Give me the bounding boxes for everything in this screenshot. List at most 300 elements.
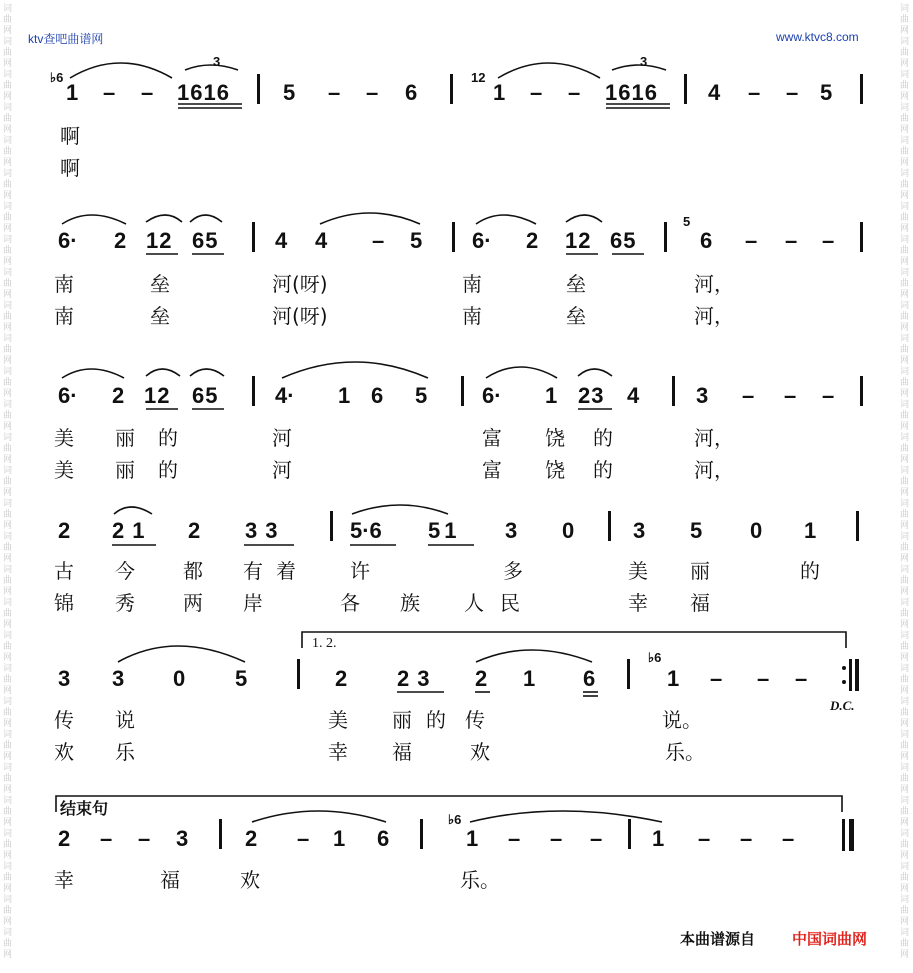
watermark-glyph: 网	[3, 323, 13, 333]
barline	[450, 74, 453, 104]
note: 12	[144, 383, 171, 408]
watermark-glyph: 曲	[3, 576, 13, 586]
final-barline-thick	[849, 819, 854, 851]
slur	[114, 507, 152, 514]
slur	[282, 362, 428, 378]
watermark-glyph: 网	[3, 686, 13, 696]
watermark-glyph: 网	[3, 125, 13, 135]
note: 6	[371, 383, 384, 408]
lyric: 的	[426, 708, 446, 732]
lyric: 欢	[240, 868, 260, 892]
lyric: 美	[628, 559, 648, 583]
watermark-glyph: 网	[900, 455, 910, 465]
barline	[627, 659, 630, 689]
watermark-glyph: 词	[900, 862, 910, 872]
watermark-glyph: 网	[900, 686, 910, 696]
watermark-glyph: 词	[3, 136, 13, 146]
watermark-glyph: 词	[900, 70, 910, 80]
watermark-glyph: 曲	[900, 180, 910, 190]
note: –	[530, 80, 543, 105]
watermark-glyph: 曲	[900, 873, 910, 883]
lyric: 垒	[566, 272, 586, 296]
watermark-glyph: 词	[3, 367, 13, 377]
barline	[628, 819, 631, 849]
lyric: 美	[54, 426, 74, 450]
watermark-glyph: 网	[3, 59, 13, 69]
watermark-glyph: 网	[3, 752, 13, 762]
lyric: 乐	[115, 740, 135, 764]
note: –	[786, 80, 799, 105]
watermark-glyph: 曲	[3, 114, 13, 124]
lyric: 福	[160, 868, 180, 892]
watermark-glyph: 曲	[3, 840, 13, 850]
note: 2	[188, 518, 201, 543]
watermark-glyph: 网	[900, 257, 910, 267]
watermark-glyph: 网	[900, 752, 910, 762]
barline	[672, 376, 675, 406]
note: 0	[750, 518, 763, 543]
watermark-glyph: 曲	[900, 477, 910, 487]
volta-label: 1. 2.	[312, 636, 337, 651]
lyric: 南	[54, 304, 74, 328]
note: 2	[475, 666, 488, 691]
note: 3	[696, 383, 709, 408]
watermark-glyph: 网	[900, 323, 910, 333]
watermark-glyph: 网	[900, 356, 910, 366]
slur	[190, 215, 222, 222]
lyric: 垒	[566, 304, 586, 328]
watermark-glyph: 词	[900, 565, 910, 575]
watermark-glyph: 词	[900, 598, 910, 608]
watermark-glyph: 网	[3, 356, 13, 366]
watermark-glyph: 曲	[3, 477, 13, 487]
note: –	[745, 228, 758, 253]
lyric-line	[0, 158, 913, 180]
watermark-glyph: 网	[3, 554, 13, 564]
lyric: 福	[690, 591, 710, 615]
watermark-glyph: 词	[3, 796, 13, 806]
watermark-glyph: 词	[900, 4, 910, 14]
lyric: 丽	[392, 708, 412, 732]
watermark-glyph: 网	[900, 92, 910, 102]
watermark-glyph: 曲	[900, 15, 910, 25]
barline	[856, 511, 859, 541]
watermark-glyph: 网	[900, 290, 910, 300]
watermark-glyph: 网	[900, 851, 910, 861]
watermark-glyph: 曲	[900, 345, 910, 355]
lyric: 的	[158, 426, 178, 450]
triplet-bracket	[612, 65, 666, 70]
key-signature: 5	[683, 214, 691, 229]
watermark-glyph: 网	[900, 26, 910, 36]
lyric: 族	[400, 591, 420, 615]
lyric: 幸	[328, 740, 348, 764]
watermark-glyph: 曲	[3, 642, 13, 652]
watermark-glyph: 词	[900, 400, 910, 410]
barline	[684, 74, 687, 104]
lyric: 乐。	[460, 868, 500, 892]
watermark-glyph: 网	[3, 950, 13, 960]
note: 3	[633, 518, 646, 543]
note: 4·	[275, 383, 295, 408]
lyric: 饶	[545, 426, 565, 450]
note: –	[550, 826, 563, 851]
slur	[118, 646, 245, 662]
watermark-glyph: 词	[900, 103, 910, 113]
note: –	[740, 826, 753, 851]
watermark-glyph: 网	[3, 26, 13, 36]
watermark-glyph: 词	[900, 367, 910, 377]
lyric: 岸	[243, 591, 263, 615]
lyric: 欢	[54, 740, 74, 764]
note: 0	[562, 518, 575, 543]
lyric: 多	[503, 559, 523, 583]
watermark-glyph: 曲	[900, 444, 910, 454]
lyric-line	[0, 306, 913, 328]
note: 2	[526, 228, 539, 253]
note: 6	[583, 666, 596, 691]
watermark-glyph: 词	[3, 268, 13, 278]
lyric: 啊	[60, 124, 80, 148]
lyric: 着	[276, 559, 296, 583]
slur	[62, 369, 124, 378]
watermark-glyph: 网	[3, 521, 13, 531]
note: –	[822, 383, 835, 408]
slur	[470, 811, 662, 822]
note: –	[141, 80, 154, 105]
note: 5	[410, 228, 423, 253]
note: –	[698, 826, 711, 851]
note: –	[742, 383, 755, 408]
watermark-glyph: 词	[3, 532, 13, 542]
barline	[664, 222, 667, 252]
score-row-5	[0, 668, 913, 692]
watermark-glyph: 词	[900, 664, 910, 674]
repeat-dot	[842, 666, 846, 670]
lyric: 今	[115, 559, 135, 583]
lyric: 河	[272, 458, 292, 482]
lyric: 南	[54, 272, 74, 296]
slur	[476, 215, 536, 224]
lyric-line	[0, 593, 913, 615]
watermark-glyph: 网	[3, 158, 13, 168]
slur	[476, 650, 592, 662]
watermark-glyph: 曲	[900, 741, 910, 751]
watermark-glyph: 网	[3, 488, 13, 498]
watermark-glyph: 词	[3, 169, 13, 179]
watermark-glyph: 词	[3, 565, 13, 575]
watermark-glyph: 曲	[900, 906, 910, 916]
note: 1	[466, 826, 479, 851]
watermark-glyph: 网	[900, 917, 910, 927]
note: –	[508, 826, 521, 851]
slur	[578, 369, 612, 376]
note: 6·	[472, 228, 492, 253]
note: –	[297, 826, 310, 851]
note: 5	[415, 383, 428, 408]
note: 4	[708, 80, 721, 105]
watermark-glyph: 网	[3, 455, 13, 465]
note: 6·	[482, 383, 502, 408]
site-link-left[interactable]: ktv查吧曲谱网	[28, 32, 104, 46]
watermark-glyph: 词	[900, 466, 910, 476]
lyric-line	[0, 274, 913, 296]
note: –	[103, 80, 116, 105]
watermark-glyph: 网	[900, 488, 910, 498]
watermark-glyph: 曲	[900, 378, 910, 388]
barline	[860, 376, 863, 406]
watermark-glyph: 词	[3, 664, 13, 674]
note: –	[795, 666, 808, 691]
key-signature: 12	[471, 70, 486, 85]
note: 5·6	[350, 518, 382, 543]
note: 1	[493, 80, 506, 105]
lyric: 都	[183, 559, 203, 583]
barline	[461, 376, 464, 406]
watermark-glyph: 词	[3, 70, 13, 80]
barline	[219, 819, 222, 849]
watermark-glyph: 网	[3, 191, 13, 201]
score-row-4	[0, 520, 913, 544]
watermark-glyph: 词	[3, 763, 13, 773]
note: 3	[58, 666, 71, 691]
watermark-glyph: 词	[900, 301, 910, 311]
repeat-dot	[842, 680, 846, 684]
watermark-glyph: 网	[900, 191, 910, 201]
lyric-line	[0, 460, 913, 482]
watermark-glyph: 曲	[900, 147, 910, 157]
triplet-mark: 3	[640, 54, 648, 69]
note: 3	[176, 826, 189, 851]
watermark-glyph: 曲	[3, 147, 13, 157]
score-row-1	[0, 82, 913, 106]
watermark-glyph: 网	[900, 884, 910, 894]
watermark-glyph: 网	[3, 719, 13, 729]
note: 12	[146, 228, 173, 253]
watermark-glyph: 词	[900, 631, 910, 641]
lyric: 富	[482, 458, 502, 482]
watermark-glyph: 曲	[3, 774, 13, 784]
watermark-glyph: 词	[3, 466, 13, 476]
watermark-glyph: 曲	[3, 48, 13, 58]
note: –	[822, 228, 835, 253]
note: 4	[275, 228, 288, 253]
note: 51	[428, 518, 461, 543]
lyric-line	[0, 710, 913, 732]
lyric: 欢	[470, 740, 490, 764]
note: –	[782, 826, 795, 851]
watermark-glyph: 曲	[900, 279, 910, 289]
watermark-glyph: 词	[900, 796, 910, 806]
watermark-glyph: 曲	[900, 114, 910, 124]
note: 6	[700, 228, 713, 253]
watermark-glyph: 网	[3, 851, 13, 861]
watermark-glyph: 曲	[900, 675, 910, 685]
barline	[297, 659, 300, 689]
watermark-glyph: 网	[900, 818, 910, 828]
triplet-mark: 3	[213, 54, 221, 69]
watermark-glyph: 词	[3, 4, 13, 14]
lyric: 丽	[115, 458, 135, 482]
slur	[70, 63, 172, 78]
slur	[252, 811, 386, 822]
lyric: 的	[593, 426, 613, 450]
watermark-glyph: 曲	[900, 213, 910, 223]
watermark-glyph: 词	[900, 895, 910, 905]
note: –	[328, 80, 341, 105]
note: 21	[112, 518, 153, 543]
watermark-glyph: 曲	[3, 543, 13, 553]
watermark-glyph: 词	[3, 202, 13, 212]
dc-mark: D.C.	[830, 698, 855, 713]
watermark-glyph: 曲	[3, 246, 13, 256]
note: 6·	[58, 228, 78, 253]
watermark-glyph: 网	[3, 224, 13, 234]
lyric: 民	[500, 591, 520, 615]
watermark-glyph: 曲	[3, 675, 13, 685]
watermark-glyph: 曲	[900, 840, 910, 850]
watermark-glyph: 网	[900, 653, 910, 663]
note: 6	[377, 826, 390, 851]
note: 5	[690, 518, 703, 543]
watermark-glyph: 网	[3, 290, 13, 300]
note: 5	[820, 80, 833, 105]
lyric: 的	[593, 458, 613, 482]
lyric: 河	[272, 426, 292, 450]
watermark-glyph: 词	[3, 433, 13, 443]
note: –	[138, 826, 151, 851]
watermark-glyph: 网	[900, 59, 910, 69]
watermark-glyph: 曲	[3, 510, 13, 520]
lyric: 河，	[694, 426, 734, 450]
watermark-glyph: 网	[900, 224, 910, 234]
note: 2	[114, 228, 127, 253]
lyric: 垒	[150, 304, 170, 328]
lyric: 各	[340, 591, 360, 615]
note: 3	[505, 518, 518, 543]
lyric-line	[0, 126, 913, 148]
site-link-right[interactable]: www.ktvc8.com	[776, 30, 859, 44]
barline	[452, 222, 455, 252]
footer-source-name[interactable]: 中国词曲网	[792, 930, 868, 948]
repeat-barline	[849, 659, 852, 691]
lyric: 说。	[662, 708, 702, 732]
score-row-2	[0, 230, 913, 254]
note: 1	[667, 666, 680, 691]
lyric: 幸	[628, 591, 648, 615]
watermark-glyph: 网	[900, 389, 910, 399]
watermark-glyph: 网	[3, 587, 13, 597]
watermark-glyph: 词	[900, 829, 910, 839]
watermark-glyph: 曲	[900, 807, 910, 817]
lyric: 丽	[115, 426, 135, 450]
barline	[860, 74, 863, 104]
watermark-glyph: 词	[3, 598, 13, 608]
watermark-glyph: 词	[3, 895, 13, 905]
watermark-glyph: 曲	[3, 312, 13, 322]
lyric: 河，	[694, 458, 734, 482]
key-signature: ♭6	[448, 812, 462, 827]
watermark-glyph: 网	[900, 125, 910, 135]
lyric: 啊	[60, 156, 80, 180]
lyric-line	[0, 742, 913, 764]
note: 1	[66, 80, 79, 105]
note: 65	[192, 228, 219, 253]
watermark-glyph: 网	[900, 620, 910, 630]
watermark-glyph: 词	[3, 400, 13, 410]
slur	[320, 213, 420, 224]
lyric: 河，	[694, 304, 734, 328]
watermark-glyph: 曲	[900, 774, 910, 784]
watermark-glyph: 网	[900, 158, 910, 168]
watermark-glyph: 曲	[900, 939, 910, 949]
barline	[252, 222, 255, 252]
watermark-glyph: 网	[900, 785, 910, 795]
watermark-glyph: 词	[900, 532, 910, 542]
slur	[190, 369, 224, 376]
watermark-glyph: 词	[900, 136, 910, 146]
watermark-glyph: 词	[900, 499, 910, 509]
watermark-glyph: 网	[900, 719, 910, 729]
watermark-glyph: 词	[900, 169, 910, 179]
note: 5	[283, 80, 296, 105]
barline	[252, 376, 255, 406]
watermark-glyph: 曲	[3, 378, 13, 388]
watermark-glyph: 词	[3, 103, 13, 113]
lyric: 美	[54, 458, 74, 482]
watermark-glyph: 网	[900, 521, 910, 531]
note: 23	[397, 666, 438, 691]
note: 1	[545, 383, 558, 408]
barline	[257, 74, 260, 104]
lyric: 富	[482, 426, 502, 450]
watermark-glyph: 词	[900, 697, 910, 707]
note: 4	[315, 228, 328, 253]
note: 1616	[605, 80, 658, 105]
lyric: 美	[328, 708, 348, 732]
note: 1616	[177, 80, 230, 105]
lyric-line	[0, 428, 913, 450]
watermark-glyph: 曲	[3, 444, 13, 454]
note: –	[785, 228, 798, 253]
note: 6	[405, 80, 418, 105]
watermark-glyph: 曲	[900, 708, 910, 718]
note: –	[590, 826, 603, 851]
lyric: 传	[54, 708, 74, 732]
watermark-glyph: 曲	[3, 213, 13, 223]
watermark-glyph: 词	[900, 433, 910, 443]
note: 1	[804, 518, 817, 543]
lyric: 河(呀)	[272, 272, 328, 296]
note: –	[784, 383, 797, 408]
watermark-glyph: 曲	[900, 312, 910, 322]
slur	[352, 505, 448, 514]
watermark-glyph: 网	[3, 620, 13, 630]
watermark-glyph: 词	[900, 235, 910, 245]
watermark-glyph: 词	[900, 730, 910, 740]
note: –	[757, 666, 770, 691]
watermark-glyph: 词	[3, 928, 13, 938]
ending-label: 结束句	[60, 799, 109, 818]
watermark-glyph: 曲	[3, 741, 13, 751]
watermark-glyph: 词	[3, 499, 13, 509]
watermark-glyph: 曲	[3, 906, 13, 916]
score-row-6	[0, 828, 913, 852]
watermark-glyph: 词	[3, 301, 13, 311]
watermark-glyph: 词	[900, 763, 910, 773]
watermark-glyph: 网	[900, 422, 910, 432]
lyric: 人	[464, 591, 484, 615]
